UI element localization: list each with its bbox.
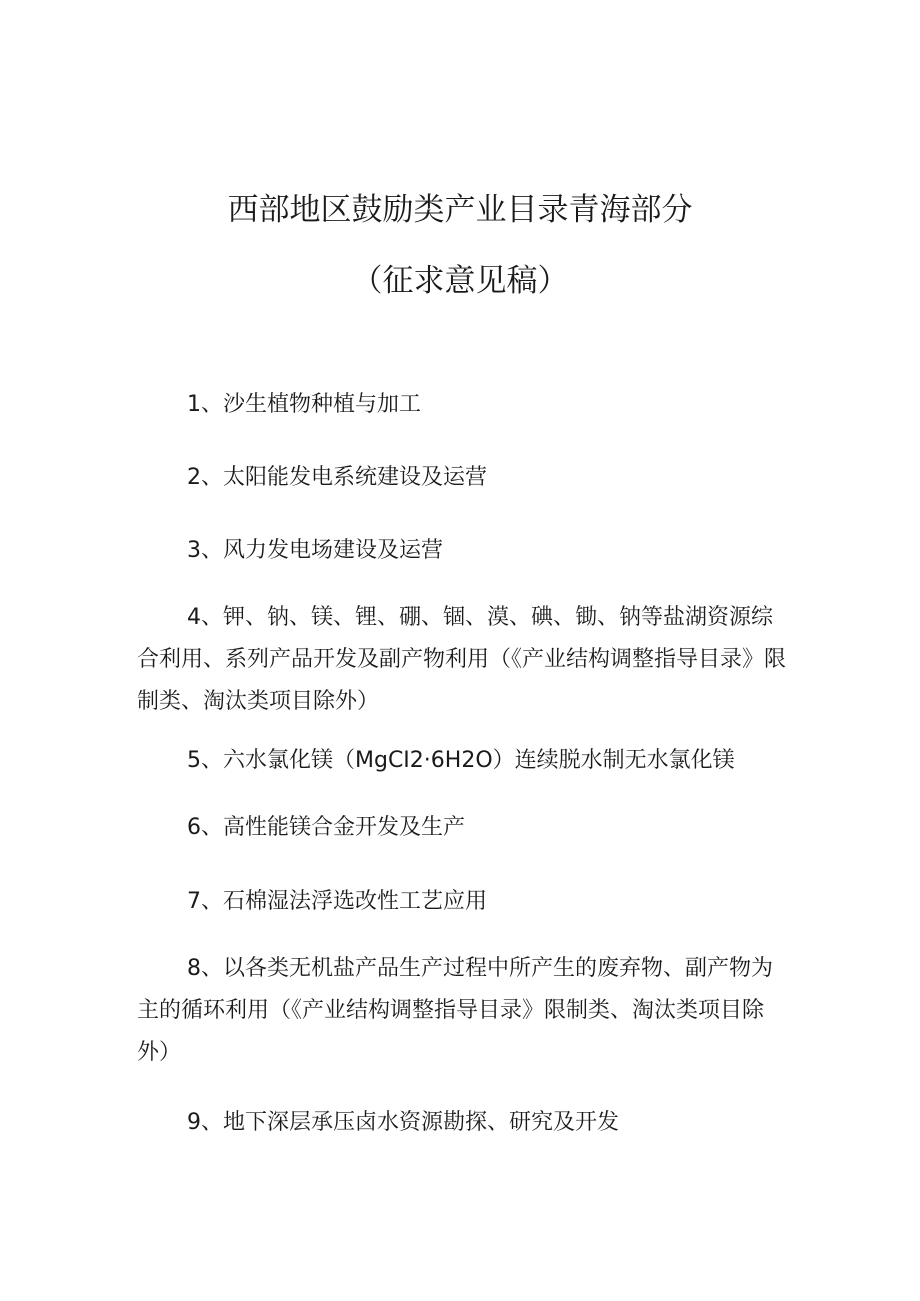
item-text: 太阳能发电系统建设及运营 [223,465,488,490]
item-number: 2、 [187,465,223,490]
item-number: 1、 [187,392,223,417]
list-item [137,808,787,848]
list-item [137,458,787,498]
item-number: 4、 [187,605,223,630]
list-item [137,385,787,425]
list-item [137,597,787,723]
list-item [137,948,787,1074]
list-item [137,741,787,781]
item-text: 地下深层承压卤水资源勘探、研究及开发 [223,1110,620,1135]
item-text: 以各类无机盐产品生产过程中所产生的废弃物、副产物为主的循环利用（《产业结构调整指导目录》限制类、淘汰类项目除外） [137,956,774,1065]
item-number: 7、 [187,889,223,914]
item-number: 3、 [187,538,223,563]
item-number: 5、 [187,748,223,773]
item-number: 6、 [187,815,223,840]
document-title: 西部地区鼓励类产业目录青海部分 [227,192,693,228]
item-text: 钾、钠、镁、锂、硼、锢、漠、碘、锄、钠等盐湖资源综合利用、系列产品开发及副产物利用（《产业结构调整指导目录》限制类、淘汰类项目除外） [137,605,787,714]
item-text: 六水氯化镁（MgCI2·6H2O）连续脱水制无水氯化镁 [223,748,735,773]
item-text: 石棉湿法浮选改性工艺应用 [223,889,488,914]
item-number: 9、 [187,1110,223,1135]
list-item [137,1103,787,1143]
item-number: 8、 [187,956,223,981]
item-text: 沙生植物种植与加工 [223,392,422,417]
item-text: 风力发电场建设及运营 [223,538,444,563]
list-item [137,531,787,571]
document-subtitle: （征求意见稿） [351,263,569,299]
list-item [137,882,787,922]
item-text: 高性能镁合金开发及生产 [223,815,466,840]
